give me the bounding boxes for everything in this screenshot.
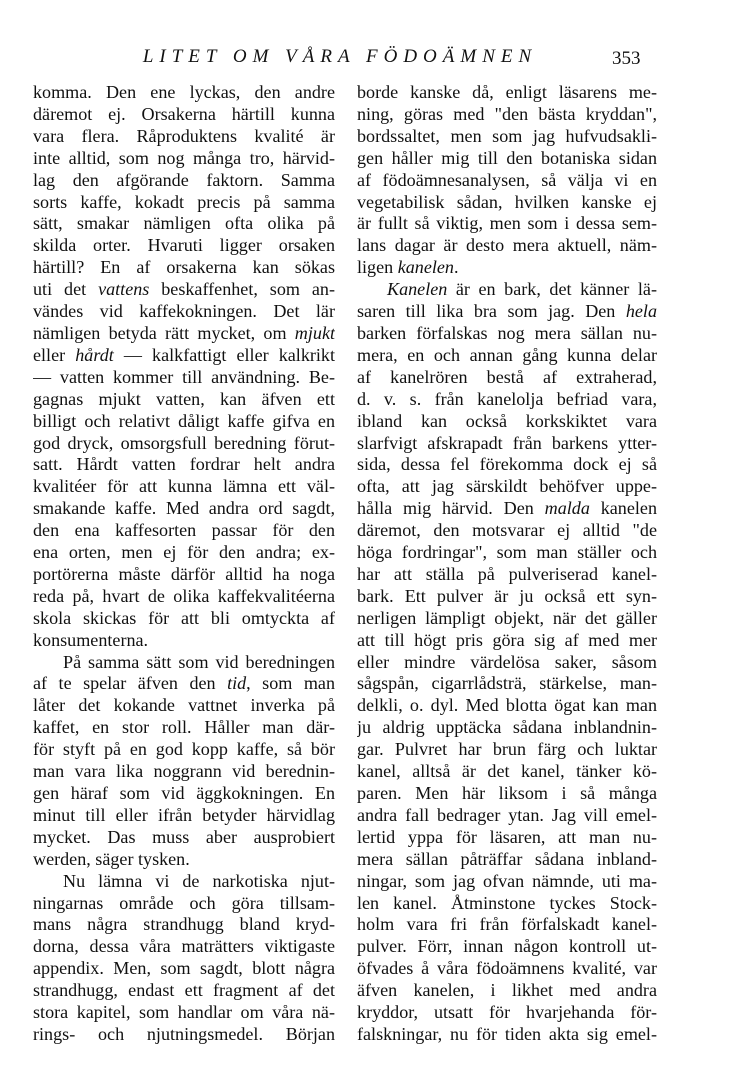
text-line: mera, en och annan gång kunna delar — [357, 344, 657, 365]
text-line: äfven kanelen, i likhet med andra — [357, 980, 657, 1001]
text-line: man vara lika noggrann vid berednin- — [33, 761, 335, 782]
text-segment: beskaffenhet, som an- — [149, 279, 335, 300]
italic-word: hela — [625, 301, 657, 322]
text-line: delkli, o. dyl. Med blotta ögat kan man — [357, 695, 657, 716]
text-line: ibland kan också korkskiktet vara — [357, 410, 657, 431]
text-line: kvalitéer för att kunna lämna ett väl- — [33, 476, 335, 497]
text-line: reda på, hvart de olika kaffekvalitéerna — [33, 585, 335, 606]
text-line: — vatten kommer till användning. Be- — [33, 366, 335, 387]
text-line: len kanel. Åtminstone tyckes Stock- — [357, 892, 657, 913]
page-number: 353 — [612, 48, 641, 69]
text-line: pulver. Förr, innan någon kontroll ut- — [357, 936, 657, 957]
italic-word: Kanelen — [387, 279, 448, 300]
text-line: Nu lämna vi de narkotiska njut- — [63, 870, 335, 891]
left-text-column — [33, 82, 335, 1046]
text-line: mans några strandhugg bland kryd- — [33, 914, 335, 935]
text-line: däremot ej. Orsakerna härtill kunna — [33, 103, 335, 124]
text-line: werden, säger tysken. — [33, 848, 190, 869]
text-line: eller mindre värdelösa saker, såsom — [357, 651, 657, 672]
text-segment: eller — [33, 344, 76, 365]
text-line: den ena kaffesorten passar för den — [33, 520, 335, 541]
text-line: är fullt så viktig, men som i dessa sem- — [357, 213, 657, 234]
text-line — [33, 673, 335, 695]
text-line: minut till eller ifrån betyder härvidlag — [33, 804, 335, 825]
text-line: vara flera. Råproduktens kvalité är — [33, 125, 335, 146]
text-segment: , som man — [246, 673, 335, 694]
text-segment: kanelen — [589, 498, 657, 519]
text-line: ofta, att jag särskildt behöfver uppe- — [357, 476, 657, 497]
text-line: stora kapitel, som handlar om våra nä- — [33, 1002, 335, 1023]
text-line: har att ställa på pulveriserad kanel- — [357, 563, 657, 584]
text-line: nerligen lämpligt objekt, när det gäller — [357, 607, 657, 628]
text-line: rings- och njutningsmedel. Början — [33, 1023, 335, 1044]
italic-word: tid — [227, 673, 247, 694]
text-line: andra fall bedrager ytan. Jag vill emel- — [357, 804, 657, 825]
text-line: lans dagar är desto mera aktuell, näm- — [357, 235, 657, 256]
text-line: sorts kaffe, kokadt precis på samma — [33, 191, 335, 212]
text-line — [357, 498, 657, 520]
text-line: sätt, smakar nämligen ofta olika på — [33, 213, 335, 234]
text-line: holm vara fri från förfalskadt kanel- — [357, 914, 657, 935]
text-line: god dryck, omsorgsfull beredning förut- — [33, 432, 335, 453]
text-line: komma. Den ene lyckas, den andre — [33, 82, 335, 102]
text-line: lag den afgörande faktorn. Samma — [33, 169, 335, 190]
text-line: appendix. Men, som sagdt, blott några — [33, 958, 335, 979]
text-line — [33, 345, 335, 367]
text-line: kanel, alltså är det kanel, tänker kö- — [357, 761, 657, 782]
text-line: strandhugg, endast ett fragment af det — [33, 980, 335, 1001]
text-line — [357, 301, 657, 323]
italic-word: hårdt — [75, 344, 114, 365]
text-line: ena orten, men ej för den andra; ex- — [33, 542, 335, 563]
text-line: ningarnas område och göra tillsam- — [33, 892, 335, 913]
text-line: smakande kaffe. Med andra ord sagdt, — [33, 498, 335, 519]
italic-word: malda — [544, 498, 590, 519]
text-segment: af te spelar äfven den — [33, 673, 228, 694]
text-line: kaffet, en stor roll. Håller man där- — [33, 717, 335, 738]
text-line: af kanelrören bestå af extraherad, — [357, 366, 657, 387]
text-line: öfvades å våra födoämnens kvalité, var — [357, 958, 657, 979]
text-line — [33, 279, 335, 301]
text-line: falskningar, nu för tiden akta sig emel- — [357, 1023, 657, 1044]
text-line: gen häraf som vid äggkokningen. En — [33, 783, 335, 803]
text-line: bordssaltet, men som jag hufvudsakli- — [357, 125, 657, 146]
right-text-column — [357, 82, 657, 1046]
text-line: att till högt pris göra sig af med mer — [357, 629, 657, 650]
running-title: LITET OM VÅRA FÖDOÄMNEN — [142, 46, 538, 67]
italic-word: mjukt — [294, 322, 335, 343]
text-line: portörerna måste därför alltid ha noga — [33, 563, 335, 584]
text-line: inte alltid, som nog många tro, härvid- — [33, 147, 335, 168]
text-line — [357, 257, 657, 279]
text-segment: . — [453, 257, 459, 278]
text-segment: uti det — [33, 279, 99, 300]
text-line: härtill? En af orsakerna kan sökas — [33, 257, 335, 278]
text-line: bark. Ett pulver är ju också ett syn- — [357, 585, 657, 606]
text-line: dorna, dessa våra maträtters viktigaste — [33, 936, 335, 957]
text-line: lertid yppa för läsaren, att man nu- — [357, 826, 657, 847]
text-segment: nämligen betyda rätt mycket, om — [33, 322, 295, 343]
text-line: vändes vid kaffekokningen. Det lär — [33, 301, 335, 322]
text-line: borde kanske då, enligt läsarens me- — [357, 82, 657, 102]
text-line: gen håller mig till den botaniska sidan — [357, 147, 657, 168]
text-line: ningar, som jag ofvan nämnde, uti ma- — [357, 870, 657, 891]
text-line: skola skickas för att bli omtyckta af — [33, 607, 335, 628]
text-line: vegetabilisk sådan, hvilken kanske ej — [357, 191, 657, 212]
text-segment: hålla mig härvid. Den — [357, 498, 545, 519]
text-line: mera sällan påträffar sådana inbland- — [357, 848, 657, 869]
text-line: ju aldrig upptäcka sådana inblandnin- — [357, 717, 657, 738]
text-line: kryddor, utsatt för hvarjehanda för- — [357, 1002, 657, 1023]
text-line: paren. Men här liksom i så många — [357, 783, 657, 803]
text-line: ning, göras med "den bästa kryddan", — [357, 103, 657, 124]
text-line: satt. Hårdt vatten fordrar helt andra — [33, 454, 335, 475]
text-line: skilda orter. Hvaruti ligger orsaken — [33, 235, 335, 256]
text-line: för styft på en god kopp kaffe, så bör — [33, 739, 335, 760]
text-line: barken förfalskas nog mera sällan nu- — [357, 322, 657, 343]
text-line: sågspån, cigarrlådsträ, stärkelse, man- — [357, 673, 657, 694]
text-line: gar. Pulvret har brun färg och luktar — [357, 739, 657, 760]
text-line: af födoämnesanalysen, så välja vi en — [357, 169, 657, 190]
text-line: slarfvigt afskrapadt från barkens ytter- — [357, 432, 657, 453]
text-line: gagnas mjukt vatten, kan äfven ett — [33, 388, 335, 409]
text-line: konsumenterna. — [33, 629, 149, 650]
text-segment: saren till lika bra som jag. Den — [357, 301, 626, 322]
text-line — [357, 279, 657, 301]
text-line: billigt och relativt dåligt kaffe gifva en — [33, 410, 335, 431]
text-line: sida, dessa fel förekomma dock ej så — [357, 454, 657, 475]
text-line: låter det kokande vattnet inverka på — [33, 695, 335, 716]
text-line — [33, 323, 335, 345]
text-segment: — kalkfattigt eller kalkrikt — [113, 344, 335, 365]
text-line: mycket. Das muss aber ausprobiert — [33, 826, 335, 847]
italic-word: kanelen — [397, 257, 454, 278]
italic-word: vattens — [98, 279, 150, 300]
text-line: d. v. s. från kanelolja befriad vara, — [357, 388, 657, 409]
text-segment: är en bark, det känner lä- — [447, 279, 657, 300]
text-line: På samma sätt som vid beredningen — [63, 651, 335, 672]
text-line: däremot, den motsvarar ej alltid "de — [357, 520, 657, 541]
text-line: höga fordringar", som man ställer och — [357, 542, 657, 563]
text-segment: ligen — [357, 257, 398, 278]
